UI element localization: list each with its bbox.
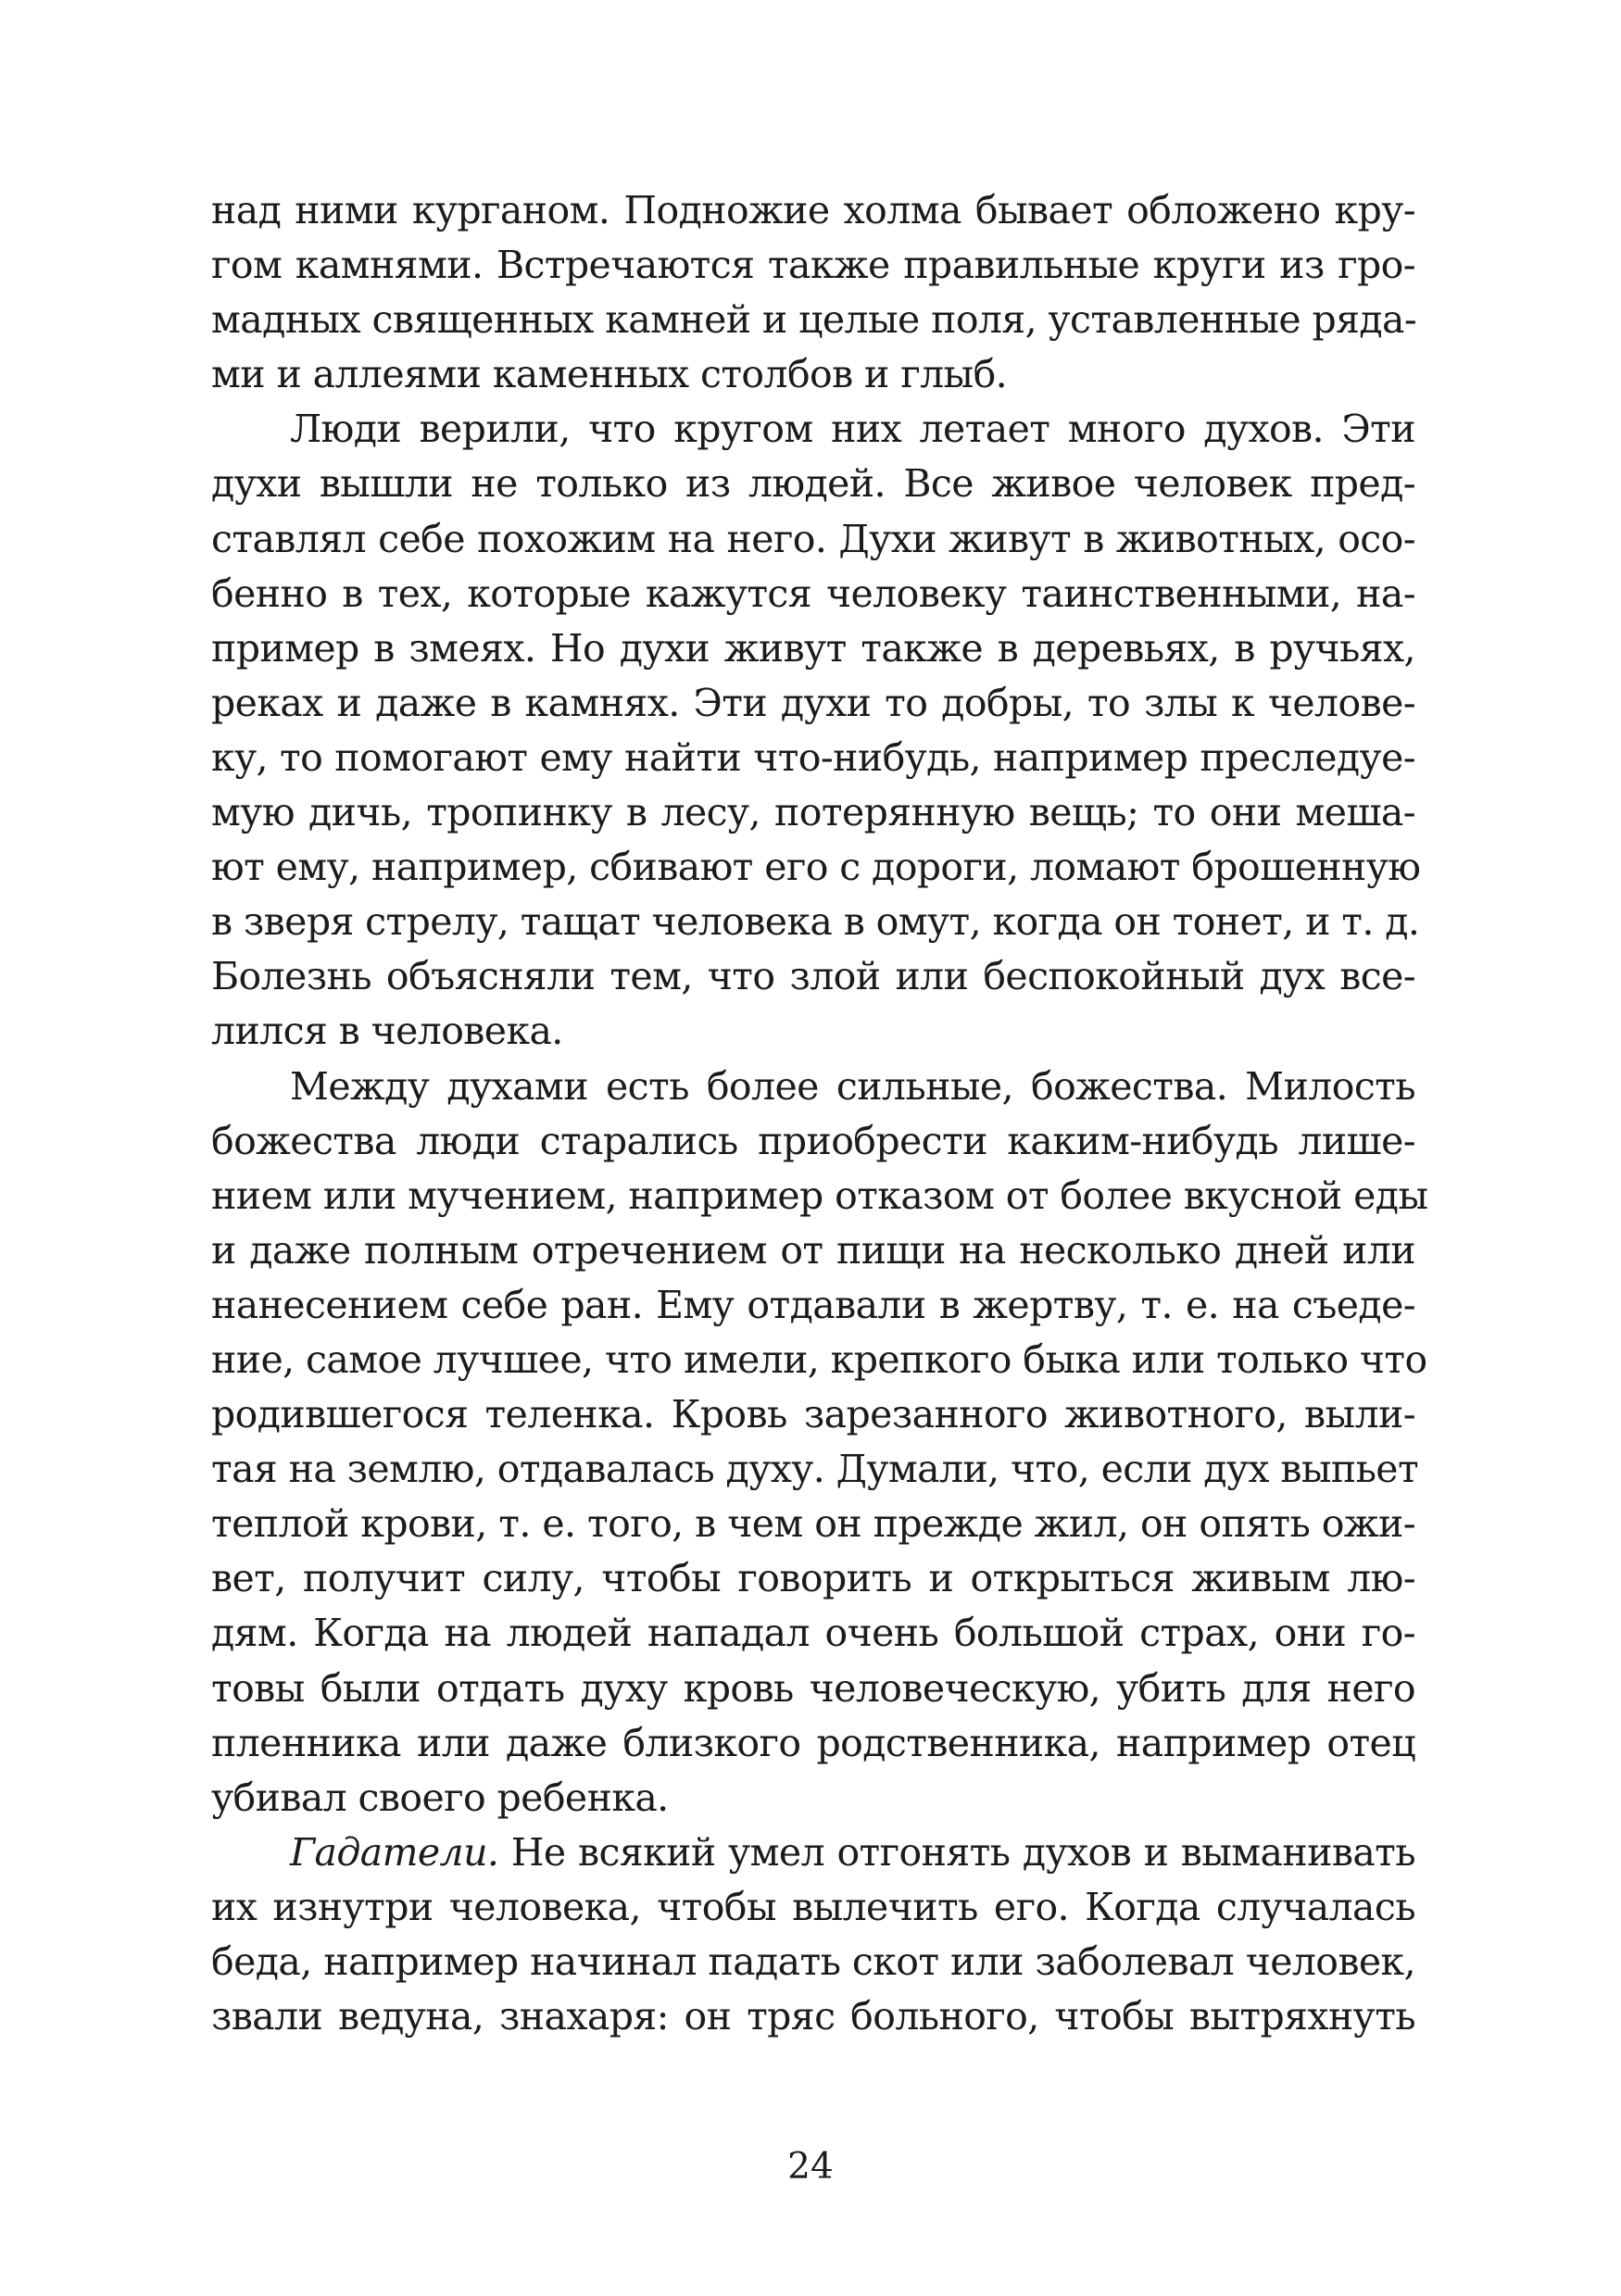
text-line: ние, самое лучшее, что имели, крепкого быка или только что <box>211 1336 1427 1382</box>
text-line: ставлял себе похожим на него. Духи живут в животных, осо- <box>211 516 1415 561</box>
text-line: Болезнь объясняли тем, что злой или беспокойный дух все- <box>211 954 1415 999</box>
text-line: беда, например начинал падать скот или заболевал человек, <box>211 1939 1415 1984</box>
text-line: ют ему, например, сбивают его с дороги, ломают брошенную <box>211 845 1421 890</box>
text-line: над ними курганом. Подножие холма бывает обложено кру- <box>211 188 1415 232</box>
text-line: тая на землю, отдавалась духу. Думали, что, если дух выпьет <box>211 1447 1419 1492</box>
text-line: и даже полным отречением от пищи на несколько дней или <box>211 1227 1415 1273</box>
text-line: нанесением себе ран. Ему отдавали в жертву, т. е. на съеде- <box>211 1282 1415 1327</box>
text-line: бенно в тех, которые кажутся человеку таинственными, на- <box>211 571 1415 616</box>
text-line: теплой крови, т. е. того, в чем он прежде жил, он опять ожи- <box>211 1501 1415 1547</box>
text-line: пленника или даже близкого родственника, например отец <box>211 1720 1415 1765</box>
text-line: гом камнями. Встречаются также правильные круги из гро- <box>211 243 1415 288</box>
text-line: мую дичь, тропинку в лесу, потерянную вещь; то они меша- <box>211 790 1415 835</box>
page-number: 24 <box>787 2146 834 2188</box>
text-line: дям. Когда на людей нападал очень большой страх, они го- <box>211 1611 1415 1656</box>
text-line: в зверя стрелу, тащат человека в омут, когда он тонет, и т. д. <box>211 899 1420 945</box>
text-line: убивал своего ребенка. <box>211 1775 669 1820</box>
text-line: божества люди старались приобрести каким-нибудь лише- <box>211 1118 1415 1163</box>
text-line: лился в человека. <box>211 1009 563 1054</box>
text-run: Не всякий умел отгонять духов и выманивать <box>498 1829 1415 1875</box>
text-line: мадных священных камней и целые поля, уставленные ряда- <box>211 297 1417 343</box>
text-line: реках и даже в камнях. Эти духи то добры, то злы к челове- <box>211 680 1415 725</box>
text-line: их изнутри человека, чтобы вылечить его. Когда случалась <box>211 1884 1415 1929</box>
text-line: духи вышли не только из людей. Все живое человек пред- <box>211 461 1415 507</box>
text-line: звали ведуна, знахаря: он тряс больного, чтобы вытряхнуть <box>211 1994 1415 2039</box>
text-line: Между духами есть более сильные, божества. Милость <box>290 1063 1415 1109</box>
section-run-in-heading: Гадатели. <box>290 1829 499 1875</box>
body-text <box>211 183 1428 2044</box>
text-line: родившегося теленка. Кровь зарезанного животного, выли- <box>211 1392 1415 1437</box>
text-line: ку, то помогают ему найти что-нибудь, например преследуе- <box>211 734 1415 780</box>
text-line: пример в змеях. Но духи живут также в деревьях, в ручьях, <box>211 625 1415 671</box>
text-line: ми и аллеями каменных столбов и глыб. <box>211 352 1008 397</box>
text-line: товы были отдать духу кровь человеческую, убить для него <box>211 1665 1415 1711</box>
text-line: Люди верили, что кругом них летает много духов. Эти <box>290 407 1415 452</box>
text-line <box>211 1826 1415 1880</box>
text-line: вет, получит силу, чтобы говорить и открыться живым лю- <box>211 1556 1415 1601</box>
text-line: нием или мучением, например отказом от более вкусной еды <box>211 1173 1428 1218</box>
